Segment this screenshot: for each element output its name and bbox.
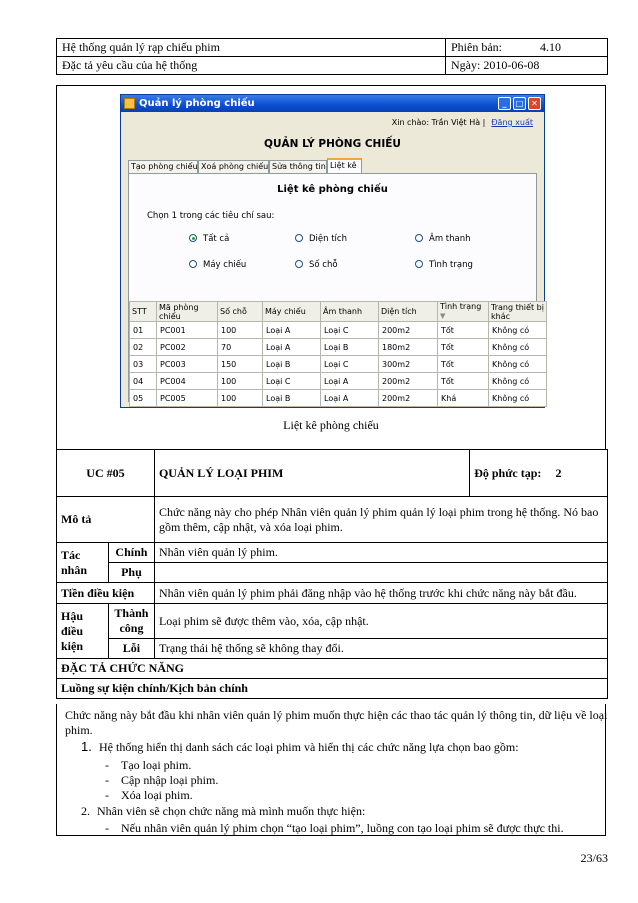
table-cell[interactable]: 02 [130, 339, 157, 356]
logout-link[interactable]: Đăng xuất [491, 118, 533, 127]
column-header[interactable]: Máy chiếu [263, 302, 321, 322]
version-cell: Phiên bản: 4.10 [446, 39, 608, 57]
table-cell[interactable]: 180m2 [379, 339, 438, 356]
table-cell[interactable]: 05 [130, 390, 157, 407]
precondition: Nhân viên quản lý phim phải đăng nhập vào hệ thống trước khi chức năng này bắt đầu. [154, 583, 607, 604]
radio-icon [189, 260, 197, 268]
document-header [56, 38, 608, 75]
actor-sub-label: Phụ [108, 563, 154, 583]
radio-all[interactable]: Tất cả [189, 234, 229, 244]
minimize-icon[interactable]: _ [498, 97, 511, 110]
tab-create-room[interactable]: Tạo phòng chiếu [128, 160, 198, 173]
list-item: - Cập nhập loại phim. [105, 773, 219, 787]
table-row[interactable] [130, 322, 547, 339]
complexity-value: 2 [555, 465, 562, 480]
table-cell[interactable]: Loại C [321, 356, 379, 373]
table-cell[interactable]: Tốt [438, 322, 489, 339]
step-1-number: 1. [81, 739, 92, 754]
main-flow [56, 704, 606, 836]
version: 4.10 [540, 40, 561, 54]
table-cell[interactable]: Loại A [321, 373, 379, 390]
success-text: Loại phim sẽ được thêm vào, xóa, cập nhật. [154, 604, 607, 639]
criteria-prompt: Chọn 1 trong các tiêu chí sau: [147, 211, 275, 221]
tab-delete-room[interactable]: Xoá phòng chiếu [198, 160, 269, 173]
table-cell[interactable]: Loại B [263, 390, 321, 407]
table-cell[interactable]: Loại A [263, 322, 321, 339]
app-window [120, 94, 545, 408]
section-flow: Luồng sự kiện chính/Kịch bản chính [57, 679, 608, 699]
figure-caption: Liệt kê phòng chiếu [283, 418, 379, 432]
greeting-text: Xin chào: Trần Việt Hà | [391, 118, 486, 127]
desc-label: Mô tả [57, 497, 155, 543]
date: 2010-06-08 [483, 58, 540, 72]
success-label: Thành công [108, 604, 154, 639]
table-cell[interactable]: Tốt [438, 339, 489, 356]
table-cell[interactable]: 200m2 [379, 322, 438, 339]
table-cell[interactable]: Tốt [438, 373, 489, 390]
desc-text: Chức năng này cho phép Nhân viên quản lý phim quản lý loại phim trong hệ thống. Nó bao gồm thêm, cập nhật, và xóa loại phim. [154, 497, 607, 543]
radio-icon [295, 260, 303, 268]
list-item: - Nếu nhân viên quản lý phim chọn “tạo loại phim”, luồng con tạo loại phim sẽ được thực thi. [105, 821, 564, 835]
list-item: - Xóa loại phim. [105, 788, 193, 802]
table-row[interactable] [130, 339, 547, 356]
radio-icon [295, 234, 303, 242]
table-cell[interactable]: Loại C [321, 322, 379, 339]
table-cell[interactable]: PC002 [157, 339, 218, 356]
table-cell[interactable]: Loại B [263, 356, 321, 373]
radio-seats[interactable]: Số chỗ [295, 260, 338, 270]
maximize-icon[interactable]: □ [513, 97, 526, 110]
table-cell[interactable]: 04 [130, 373, 157, 390]
table-cell[interactable]: Tốt [438, 356, 489, 373]
radio-checked-icon [189, 234, 197, 242]
table-cell[interactable]: Không có [489, 322, 547, 339]
flow-intro-cont: phim. [65, 723, 93, 737]
table-cell[interactable]: Không có [489, 373, 547, 390]
tab-edit-info[interactable]: Sửa thông tin [269, 160, 327, 173]
rooms-grid [129, 301, 547, 407]
actor-main: Nhân viên quản lý phim. [154, 543, 607, 563]
table-cell[interactable]: 200m2 [379, 373, 438, 390]
actor-main-label: Chính [108, 543, 154, 563]
table-cell[interactable]: 300m2 [379, 356, 438, 373]
app-title: QUẢN LÝ PHÒNG CHIẾU [264, 138, 401, 150]
column-header[interactable]: Diện tích [379, 302, 438, 322]
radio-icon [415, 260, 423, 268]
actor-label: Tác nhân [57, 543, 109, 583]
actor-sub [154, 563, 607, 583]
column-header[interactable]: Âm thanh [321, 302, 379, 322]
postcondition-label: Hậu điều kiện [57, 604, 109, 659]
table-row[interactable] [130, 390, 547, 407]
section-spec: ĐẶC TẢ CHỨC NĂNG [57, 659, 608, 679]
table-cell[interactable]: 70 [218, 339, 263, 356]
table-cell[interactable]: Không có [489, 356, 547, 373]
sort-down-icon: ▼ [440, 312, 446, 320]
date-cell: Ngày: 2010-06-08 [446, 57, 608, 75]
column-header[interactable]: Mã phòng chiếu [157, 302, 218, 322]
table-cell[interactable]: 100 [218, 322, 263, 339]
system-name: Hệ thống quản lý rạp chiếu phim [57, 39, 446, 57]
figure [56, 85, 606, 449]
window-client [124, 112, 544, 404]
window-title: Quản lý phòng chiếu [139, 98, 255, 109]
table-cell[interactable]: 200m2 [379, 390, 438, 407]
table-cell[interactable]: PC004 [157, 373, 218, 390]
panel-title: Liệt kê phòng chiếu [277, 184, 388, 195]
close-icon[interactable]: ✕ [528, 97, 541, 110]
step-2: Nhân viên sẽ chọn chức năng mà mình muốn thực hiện: [97, 804, 366, 818]
radio-projector[interactable]: Máy chiếu [189, 260, 246, 270]
usecase-table [56, 449, 608, 699]
table-cell[interactable]: Loại A [321, 390, 379, 407]
table-cell[interactable]: PC001 [157, 322, 218, 339]
page-number: 23/63 [580, 851, 608, 865]
precondition-label: Tiền điều kiện [57, 583, 155, 604]
table-cell[interactable]: 100 [218, 373, 263, 390]
radio-icon [415, 234, 423, 242]
table-cell[interactable]: Không có [489, 390, 547, 407]
error-label: Lỗi [108, 639, 154, 659]
table-cell[interactable]: Loại C [263, 373, 321, 390]
flow-intro: Chức năng này bắt đầu khi nhân viên quản lý phim muốn thực hiện các thao tác quản lý thông tin, dữ liệu về loại [65, 708, 608, 722]
table-row[interactable] [130, 373, 547, 390]
radio-sound[interactable]: Âm thanh [415, 234, 471, 244]
table-cell[interactable]: 01 [130, 322, 157, 339]
column-header[interactable]: STT [130, 302, 157, 322]
usecase-name: QUẢN LÝ LOẠI PHIM [154, 450, 469, 497]
table-row[interactable] [130, 356, 547, 373]
column-header[interactable]: Số chỗ [218, 302, 263, 322]
table-cell[interactable]: PC003 [157, 356, 218, 373]
error-text: Trạng thái hệ thống sẽ không thay đổi. [154, 639, 607, 659]
step-1: Hệ thống hiển thị danh sách các loại phim và hiển thị các chức năng lựa chọn bao gồm: [99, 740, 519, 754]
window-titlebar[interactable] [121, 95, 544, 112]
table-cell[interactable]: Không có [489, 339, 547, 356]
table-cell[interactable]: PC005 [157, 390, 218, 407]
greeting-bar [392, 118, 533, 127]
table-cell[interactable]: Khá [438, 390, 489, 407]
step-2-number: 2. [81, 804, 90, 818]
complexity-cell: Độ phức tạp: 2 [470, 450, 608, 497]
table-cell[interactable]: 03 [130, 356, 157, 373]
usecase-id: UC #05 [57, 450, 155, 497]
list-item: - Tạo loại phim. [105, 758, 192, 772]
table-cell[interactable]: Loại B [321, 339, 379, 356]
column-header[interactable]: Trang thiết bị khác [489, 302, 547, 322]
radio-area[interactable]: Diện tích [295, 234, 347, 244]
list-panel [128, 173, 544, 403]
table-cell[interactable]: 150 [218, 356, 263, 373]
table-cell[interactable]: 100 [218, 390, 263, 407]
tab-list[interactable]: Liệt kê [327, 158, 362, 174]
doc-name: Đặc tả yêu cầu của hệ thống [57, 57, 446, 75]
app-icon [124, 98, 135, 109]
radio-status[interactable]: Tình trạng [415, 260, 473, 270]
column-header[interactable]: Tình trạng ▼ [438, 302, 489, 322]
table-cell[interactable]: Loại A [263, 339, 321, 356]
